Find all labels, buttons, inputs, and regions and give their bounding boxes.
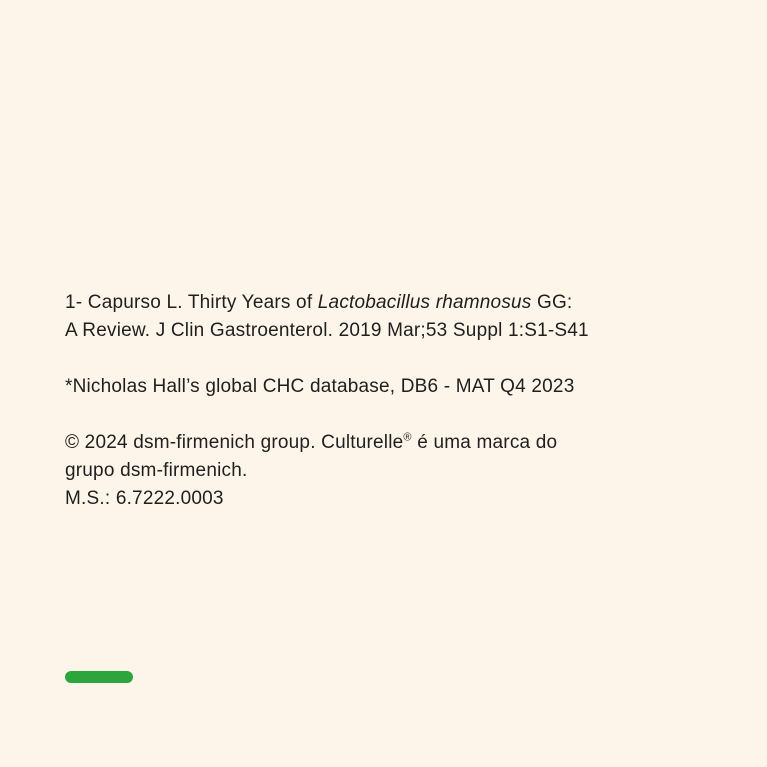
citation-paragraph — [65, 289, 690, 345]
registration-number-line: M.S.: 6.7222.0003 — [65, 488, 224, 509]
legal-text-block — [65, 289, 690, 513]
citation-line1-prefix: 1- Capurso L. Thirty Years of — [65, 292, 318, 313]
citation-line-2: A Review. J Clin Gastroenterol. 2019 Mar;53 Suppl 1:S1-S41 — [65, 320, 589, 341]
source-note-paragraph — [65, 373, 690, 401]
source-note-text: *Nicholas Hall’s global CHC database, DB6 - MAT Q4 2023 — [65, 376, 575, 397]
copyright-line1-before-mark: © 2024 dsm-firmenich group. Culturelle — [65, 432, 404, 453]
copyright-line1-after-mark: é uma marca do — [411, 432, 558, 453]
citation-line1-suffix: GG: — [531, 292, 573, 313]
green-accent-bar — [65, 671, 133, 683]
copyright-paragraph — [65, 429, 690, 513]
registered-trademark-symbol: ® — [403, 431, 412, 444]
citation-species-name: Lactobacillus rhamnosus — [317, 292, 532, 313]
copyright-line-1 — [65, 429, 690, 457]
citation-line-1 — [65, 289, 690, 317]
copyright-line-2: grupo dsm-firmenich. — [65, 460, 248, 481]
